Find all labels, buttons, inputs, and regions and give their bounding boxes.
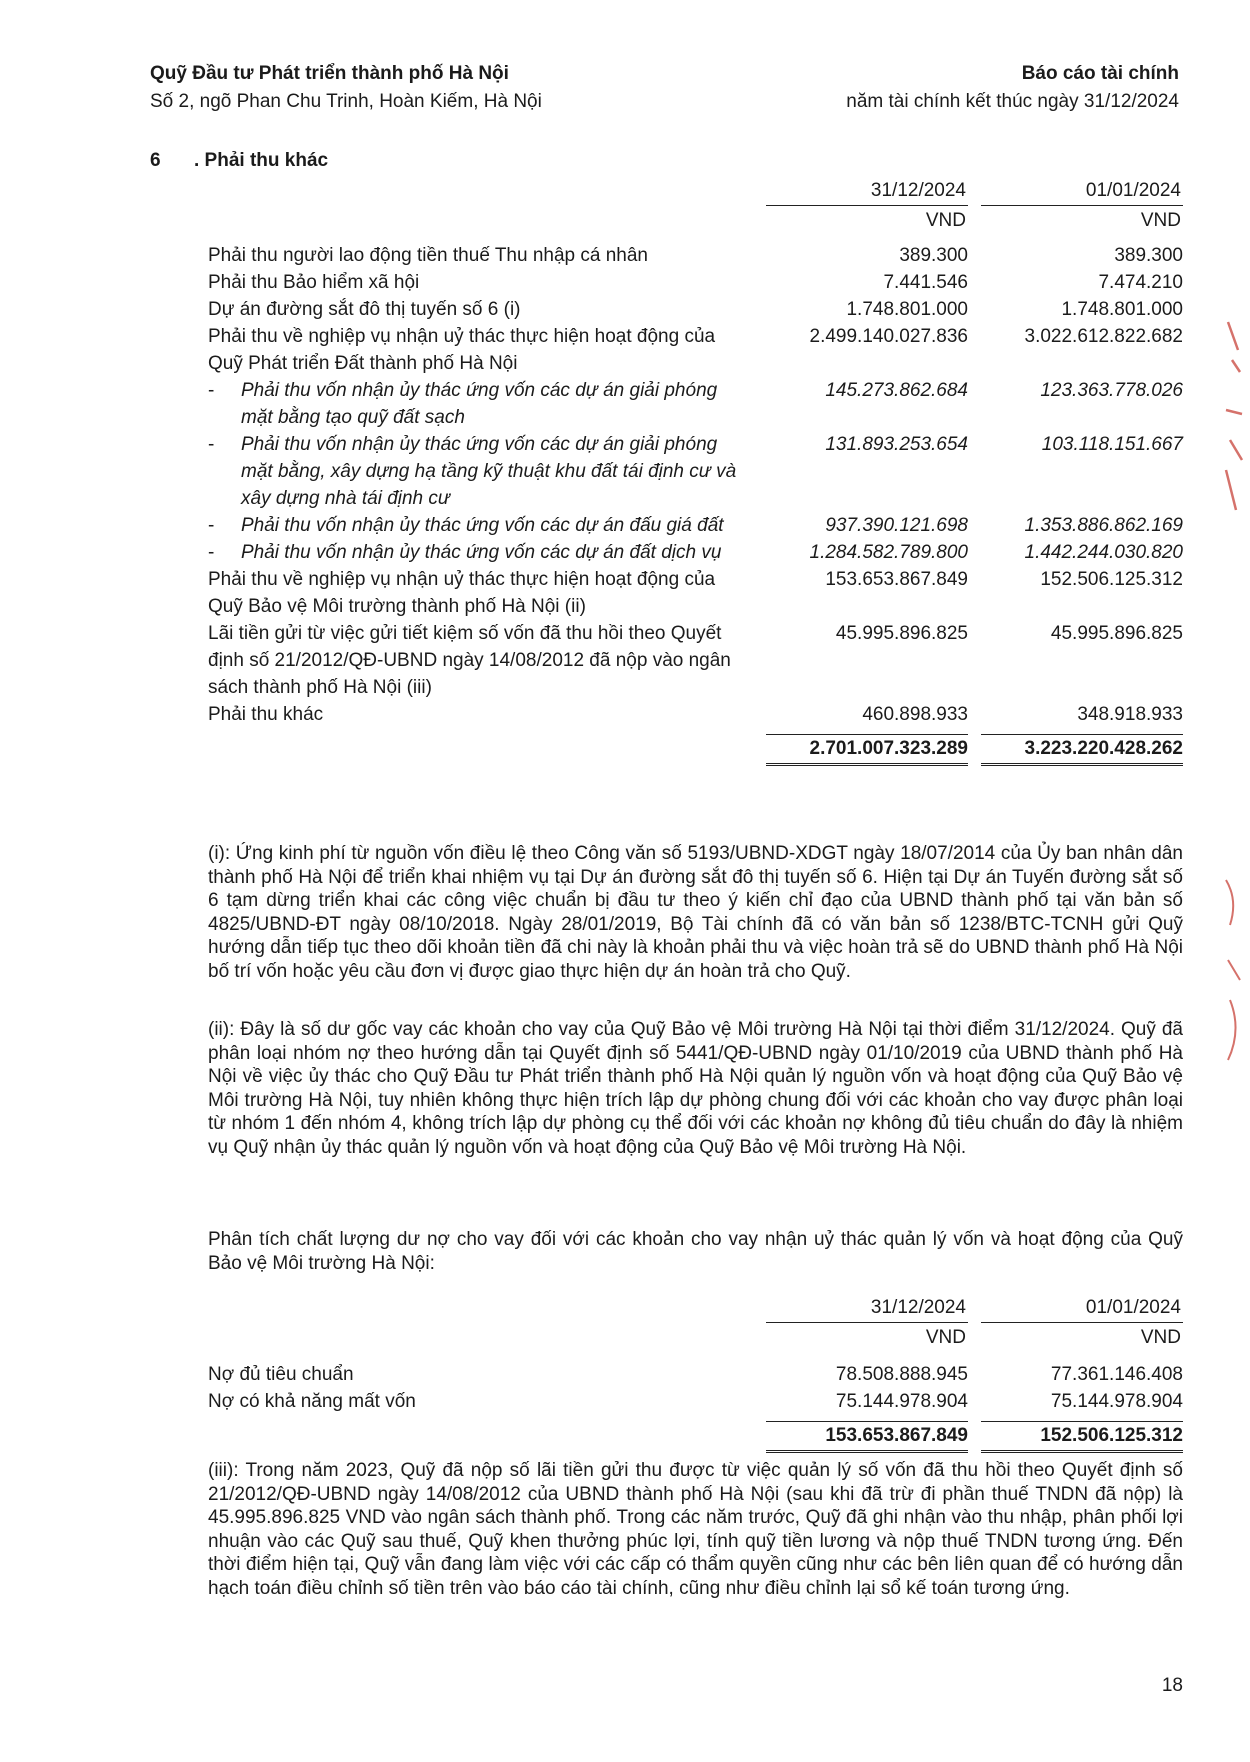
table-row bbox=[208, 323, 1183, 377]
table-total-row bbox=[208, 734, 1183, 768]
row-value-prior: 123.363.778.026 bbox=[1040, 380, 1183, 401]
org-address: Số 2, ngõ Phan Chu Trinh, Hoàn Kiếm, Hà Nội bbox=[150, 91, 542, 112]
analysis-intro: Phân tích chất lượng dư nợ cho vay đối với các khoản cho vay nhận uỷ thác quản lý vốn và hoạt động của Quỹ Bảo vệ Môi trường Hà Nội: bbox=[208, 1229, 1183, 1274]
dash-marker: - bbox=[208, 434, 215, 455]
row-label: Phải thu Bảo hiểm xã hội bbox=[208, 272, 420, 293]
column-header-prior bbox=[981, 1293, 1183, 1351]
row-label: Nợ có khả năng mất vốn bbox=[208, 1391, 416, 1412]
row-label-wrap bbox=[208, 431, 753, 512]
row-label: Dự án đường sắt đô thị tuyến số 6 (i) bbox=[208, 299, 521, 320]
note-ii: (ii): Đây là số dư gốc vay các khoản cho vay của Quỹ Bảo vệ Môi trường Hà Nội tại thời điểm 31/12/2024. Quỹ đã phân loại nhóm nợ theo hướng dẫn tại Quyết định số 5441/QĐ-UBND ngày 01/10/2019 của UBND thành phố Hà Nội về việc ủy thác cho Quỹ Đầu tư Phát triển thành phố Hà Nội quản lý nguồn vốn và hoạt động của Quỹ Bảo vệ Môi trường Hà Nội, tuy nhiên không thực hiện trích lập dự phòng chung đối với các khoản cho vay được phân loại từ nhóm 1 đến nhóm 4, không trích lập dự phòng cụ thể đối với các khoản nợ không đủ tiêu chuẩn do đây là nhiệm vụ Quỹ nhận ủy thác quản lý nguồn vốn và hoạt động của Quỹ Bảo vệ Môi trường Hà Nội. bbox=[208, 1019, 1183, 1158]
header-rule bbox=[766, 205, 968, 206]
table-subrow bbox=[208, 377, 1183, 431]
org-name: Quỹ Đầu tư Phát triển thành phố Hà Nội bbox=[150, 63, 509, 84]
table-total-row bbox=[208, 1421, 1183, 1455]
row-value-current: 145.273.862.684 bbox=[825, 380, 968, 401]
header-left bbox=[150, 60, 542, 116]
section-number: 6 bbox=[150, 150, 161, 171]
row-value-current: 389.300 bbox=[899, 245, 968, 266]
row-label: Phải thu vốn nhận ủy thác ứng vốn các dự án đấu giá đất bbox=[241, 515, 724, 536]
column-date: 31/12/2024 bbox=[870, 180, 966, 201]
row-label: Phải thu vốn nhận ủy thác ứng vốn các dự án giải phóng mặt bằng, xây dựng hạ tầng kỹ thuật khu đất tái định cư và xây dựng nhà tái định cư bbox=[241, 434, 737, 509]
column-header-prior bbox=[981, 176, 1183, 234]
column-date: 01/01/2024 bbox=[1085, 1297, 1181, 1318]
table-row bbox=[208, 701, 1183, 728]
row-value-prior: 389.300 bbox=[1114, 245, 1183, 266]
header-rule bbox=[766, 1322, 968, 1323]
row-label: Nợ đủ tiêu chuẩn bbox=[208, 1364, 354, 1385]
table-subrow bbox=[208, 512, 1183, 539]
report-title: Báo cáo tài chính bbox=[1021, 63, 1179, 84]
total-prior: 152.506.125.312 bbox=[981, 1421, 1183, 1453]
row-value-current: 1.284.582.789.800 bbox=[809, 542, 968, 563]
row-label: Phải thu về nghiệp vụ nhận uỷ thác thực hiện hoạt động của Quỹ Phát triển Đất thành phố Hà Nội bbox=[208, 326, 716, 374]
row-value-prior: 103.118.151.667 bbox=[1041, 434, 1183, 455]
column-currency: VND bbox=[925, 1327, 966, 1348]
row-value-prior: 1.748.801.000 bbox=[1061, 299, 1183, 320]
row-value-prior: 1.353.886.862.169 bbox=[1024, 515, 1183, 536]
row-label: Phải thu về nghiệp vụ nhận uỷ thác thực hiện hoạt động của Quỹ Bảo vệ Môi trường thành phố Hà Nội (ii) bbox=[208, 569, 716, 617]
header-rule bbox=[981, 1322, 1183, 1323]
row-value-prior: 77.361.146.408 bbox=[1050, 1364, 1183, 1385]
row-value-current: 2.499.140.027.836 bbox=[809, 326, 968, 347]
row-value-prior: 152.506.125.312 bbox=[1040, 569, 1183, 590]
total-prior: 3.223.220.428.262 bbox=[981, 734, 1183, 766]
table-row bbox=[208, 566, 1183, 620]
page-number: 18 bbox=[1161, 1675, 1183, 1696]
column-date: 31/12/2024 bbox=[870, 1297, 966, 1318]
loan-quality-table bbox=[208, 1293, 1183, 1455]
row-label-wrap bbox=[208, 512, 753, 539]
column-currency: VND bbox=[925, 210, 966, 231]
row-value-current: 1.748.801.000 bbox=[846, 299, 968, 320]
row-label: Phải thu vốn nhận ủy thác ứng vốn các dự án đất dịch vụ bbox=[241, 542, 722, 563]
section-heading bbox=[150, 150, 328, 172]
header-rule bbox=[981, 205, 1183, 206]
section-title: . Phải thu khác bbox=[194, 150, 329, 171]
table-header bbox=[208, 176, 1183, 234]
header-right bbox=[846, 60, 1179, 116]
row-value-current: 78.508.888.945 bbox=[835, 1364, 968, 1385]
table-row bbox=[208, 296, 1183, 323]
row-value-prior: 75.144.978.904 bbox=[1050, 1391, 1183, 1412]
row-label: Phải thu khác bbox=[208, 704, 324, 725]
table-row bbox=[208, 269, 1183, 296]
report-period: năm tài chính kết thúc ngày 31/12/2024 bbox=[846, 91, 1179, 112]
total-current: 2.701.007.323.289 bbox=[766, 734, 968, 766]
row-label-wrap bbox=[208, 539, 753, 566]
receivables-table bbox=[208, 176, 1183, 768]
seal-mark-icon bbox=[1222, 310, 1248, 520]
row-value-prior: 7.474.210 bbox=[1098, 272, 1183, 293]
row-value-current: 75.144.978.904 bbox=[835, 1391, 968, 1412]
seal-mark-icon bbox=[1222, 870, 1248, 1070]
column-header-current bbox=[766, 176, 968, 234]
column-currency: VND bbox=[1140, 1327, 1181, 1348]
row-label: Lãi tiền gửi từ việc gửi tiết kiệm số vốn đã thu hồi theo Quyết định số 21/2012/QĐ-UBND ngày 14/08/2012 đã nộp vào ngân sách thành phố Hà Nội (iii) bbox=[208, 623, 731, 698]
row-value-current: 153.653.867.849 bbox=[825, 569, 968, 590]
table-row bbox=[208, 1388, 1183, 1415]
row-value-prior: 348.918.933 bbox=[1077, 704, 1183, 725]
row-label: Phải thu vốn nhận ủy thác ứng vốn các dự án giải phóng mặt bằng tạo quỹ đất sạch bbox=[241, 380, 718, 428]
dash-marker: - bbox=[208, 542, 215, 563]
table-row bbox=[208, 1361, 1183, 1388]
table-header bbox=[208, 1293, 1183, 1351]
dash-marker: - bbox=[208, 515, 215, 536]
row-label: Phải thu người lao động tiền thuế Thu nhập cá nhân bbox=[208, 245, 648, 266]
column-date: 01/01/2024 bbox=[1085, 180, 1181, 201]
note-iii: (iii): Trong năm 2023, Quỹ đã nộp số lãi tiền gửi thu được từ việc quản lý số vốn đã thu hồi theo Quyết định số 21/2012/QĐ-UBND ngày 14/08/2012 của UBND thành phố Hà Nội (sau khi đã trừ đi phần thuế TNDN đã nộp) là 45.995.896.825 VND vào ngân sách thành phố. Trong các năm trước, Quỹ đã ghi nhận vào thu nhập, phân phối lợi nhuận vào các Quỹ sau thuế, Quỹ khen thưởng phúc lợi, tính quỹ tiền lương và nộp thuế TNDN tương ứng. Đến thời điểm hiện tại, Quỹ vẫn đang làm việc với các cấp có thẩm quyền cũng như các bên liên quan để có hướng dẫn hạch toán điều chỉnh số tiền trên vào báo cáo tài chính, cũng như điều chỉnh lại sổ kế toán tương ứng. bbox=[208, 1460, 1183, 1599]
row-label-wrap bbox=[208, 377, 753, 431]
total-current: 153.653.867.849 bbox=[766, 1421, 968, 1453]
column-header-current bbox=[766, 1293, 968, 1351]
row-value-current: 7.441.546 bbox=[883, 272, 968, 293]
note-i: (i): Ứng kinh phí từ nguồn vốn điều lệ theo Công văn số 5193/UBND-XDGT ngày 18/07/2014 của Ủy ban nhân dân thành phố Hà Nội để triển khai nhiệm vụ tại Dự án đường sắt đô thị tuyến số 6. Hiện tại Dự án Tuyến đường sắt số 6 tạm dừng triển khai các công việc chuẩn bị đầu tư theo ý kiến chỉ đạo của UBND thành phố tại văn bản số 4825/UBND-ĐT ngày 08/10/2018. Ngày 28/01/2019, Bộ Tài chính đã có văn bản số 1238/BTC-TCNH gửi Quỹ hướng dẫn tiếp tục theo dõi khoản tiền đã chi này là khoản phải thu và việc hoàn trả sẽ do UBND thành phố Hà Nội bố trí vốn hoặc yêu cầu đơn vị được giao thực hiện dự án hoàn trả cho Quỹ. bbox=[208, 843, 1183, 982]
row-value-current: 460.898.933 bbox=[862, 704, 968, 725]
column-currency: VND bbox=[1140, 210, 1181, 231]
table-row bbox=[208, 620, 1183, 701]
dash-marker: - bbox=[208, 380, 215, 401]
row-value-current: 45.995.896.825 bbox=[835, 623, 968, 644]
row-value-prior: 1.442.244.030.820 bbox=[1024, 542, 1183, 563]
table-subrow bbox=[208, 431, 1183, 512]
row-value-prior: 3.022.612.822.682 bbox=[1024, 326, 1183, 347]
row-value-current: 937.390.121.698 bbox=[825, 515, 968, 536]
table-subrow bbox=[208, 539, 1183, 566]
row-value-current: 131.893.253.654 bbox=[825, 434, 968, 455]
table-row bbox=[208, 242, 1183, 269]
row-value-prior: 45.995.896.825 bbox=[1050, 623, 1183, 644]
